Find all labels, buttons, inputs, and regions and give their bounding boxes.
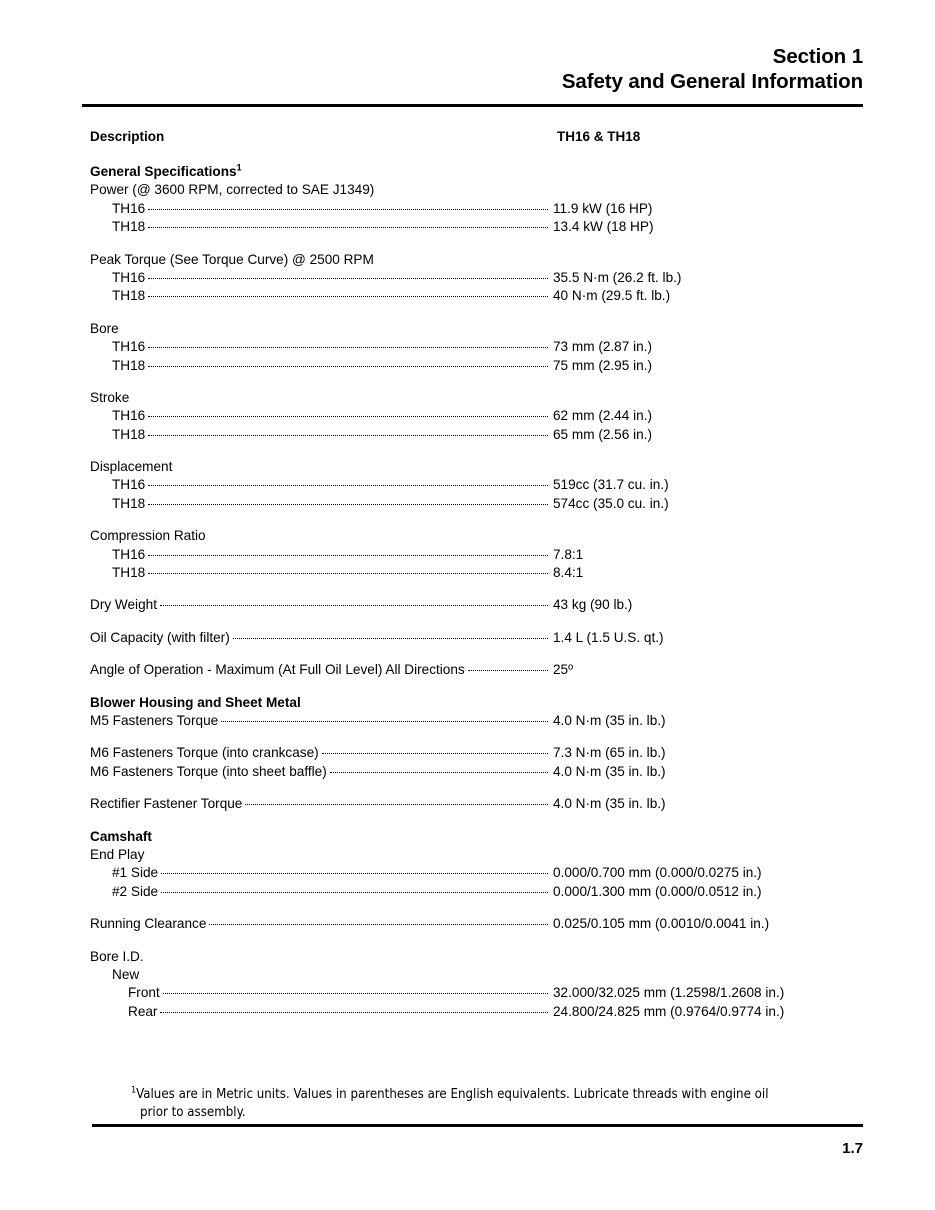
- spec-group-subheading: Compression Ratio: [90, 528, 206, 544]
- spec-row-label: Rectifier Fastener Torque: [90, 796, 243, 812]
- spec-row-label: Running Clearance: [90, 916, 207, 932]
- spec-row: [90, 357, 890, 375]
- spec-group: [90, 661, 890, 679]
- spec-group: [90, 694, 890, 731]
- dot-leader: [161, 864, 548, 877]
- spec-row-value: 0.000/0.700 mm (0.000/0.0275 in.): [553, 865, 762, 881]
- spec-row-label: TH18: [112, 426, 146, 442]
- spec-row: [90, 915, 890, 933]
- spec-row-label: TH18: [112, 495, 146, 511]
- spec-row-label: Oil Capacity (with filter): [90, 629, 230, 645]
- spec-row: [90, 712, 890, 730]
- spec-row-value: 0.000/1.300 mm (0.000/0.0512 in.): [553, 883, 762, 899]
- spec-row-label: TH16: [112, 477, 146, 493]
- spec-row-label: #2 Side: [112, 883, 159, 899]
- dot-leader: [148, 495, 548, 508]
- dot-leader: [221, 712, 548, 725]
- spec-row: [90, 426, 890, 444]
- spec-row-label: M6 Fasteners Torque (into sheet baffle): [90, 763, 327, 779]
- spec-group-subheading-2: New: [112, 966, 140, 982]
- spec-row-label: TH16: [112, 269, 146, 285]
- spec-row-label: TH18: [112, 565, 146, 581]
- spec-row-value: 13.4 kW (18 HP): [553, 219, 654, 235]
- spec-row: [90, 661, 890, 679]
- spec-row: [90, 338, 890, 356]
- spec-row-value: 519cc (31.7 cu. in.): [553, 477, 669, 493]
- spec-group: [90, 527, 890, 582]
- spec-row: [90, 744, 890, 762]
- footnote-line-1: Values are in Metric units. Values in parentheses are English equivalents. Lubricate threads with engine oil: [136, 1087, 769, 1102]
- page-number: 1.7: [842, 1140, 863, 1157]
- spec-row-label: TH18: [112, 219, 146, 235]
- spec-row-label: TH16: [112, 339, 146, 355]
- dot-leader: [322, 744, 548, 757]
- spec-row-value: 62 mm (2.44 in.): [553, 408, 652, 424]
- spec-row-label: M6 Fasteners Torque (into crankcase): [90, 745, 319, 761]
- dot-leader: [330, 763, 548, 776]
- spec-row-value: 7.8:1: [553, 546, 584, 562]
- dot-leader: [148, 218, 548, 231]
- spec-group: [90, 458, 890, 513]
- page-header: [82, 44, 863, 94]
- spec-row: [90, 287, 890, 305]
- footer-rule: [92, 1124, 863, 1127]
- dot-leader: [148, 426, 548, 439]
- dot-leader: [245, 795, 548, 808]
- dot-leader: [148, 564, 548, 577]
- spec-row-value: 40 N·m (29.5 ft. lb.): [553, 288, 671, 304]
- section-title: Safety and General Information: [561, 70, 863, 93]
- spec-row: [90, 596, 890, 614]
- spec-group-heading: Camshaft: [90, 828, 152, 844]
- spec-row-label: Rear: [128, 1003, 158, 1019]
- spec-row: [90, 269, 890, 287]
- spec-group: [90, 629, 890, 647]
- spec-group: [90, 744, 890, 781]
- spec-row-label: TH18: [112, 288, 146, 304]
- spec-row-label: #1 Side: [112, 865, 159, 881]
- spec-row-value: 574cc (35.0 cu. in.): [553, 495, 669, 511]
- footnote: [131, 1086, 861, 1121]
- dot-leader: [148, 287, 548, 300]
- spec-row-label: TH16: [112, 408, 146, 424]
- dot-leader: [468, 661, 548, 674]
- section-label: Section 1: [772, 45, 863, 68]
- dot-leader: [160, 596, 548, 609]
- spec-row: [90, 546, 890, 564]
- spec-row-value: 11.9 kW (16 HP): [553, 200, 653, 216]
- spec-row-label: Angle of Operation - Maximum (At Full Oil Level) All Directions: [90, 662, 465, 678]
- spec-row-value: 4.0 N·m (35 in. lb.): [553, 763, 666, 779]
- dot-leader: [148, 269, 548, 282]
- spec-group-subheading: Power (@ 3600 RPM, corrected to SAE J1349): [90, 182, 375, 198]
- spec-row: [90, 763, 890, 781]
- spec-row-value: 4.0 N·m (35 in. lb.): [553, 712, 666, 728]
- column-header-row: [90, 129, 880, 147]
- spec-row: [90, 200, 890, 218]
- spec-group: [90, 795, 890, 813]
- header-rule: [82, 104, 863, 107]
- spec-row: [90, 564, 890, 582]
- spec-row: [90, 883, 890, 901]
- spec-group: [90, 596, 890, 614]
- dot-leader: [233, 629, 548, 642]
- dot-leader: [163, 984, 548, 997]
- spec-group: [90, 389, 890, 444]
- spec-row-value: 32.000/32.025 mm (1.2598/1.2608 in.): [553, 985, 785, 1001]
- dot-leader: [148, 338, 548, 351]
- spec-row-value: 75 mm (2.95 in.): [553, 357, 652, 373]
- spec-row-value: 73 mm (2.87 in.): [553, 339, 652, 355]
- spec-row-value: 4.0 N·m (35 in. lb.): [553, 796, 666, 812]
- spec-row-label: Front: [128, 985, 160, 1001]
- spec-row: [90, 1003, 890, 1021]
- spec-group: [90, 948, 890, 1022]
- spec-group-subheading: Bore: [90, 320, 119, 336]
- spec-row-value: 43 kg (90 lb.): [553, 597, 633, 613]
- spec-row-value: 7.3 N·m (65 in. lb.): [553, 745, 666, 761]
- spec-group: [90, 163, 890, 237]
- spec-row: [90, 984, 890, 1002]
- dot-leader: [148, 546, 548, 559]
- spec-row-label: M5 Fasteners Torque: [90, 712, 219, 728]
- column-header-description: Description: [90, 129, 165, 144]
- spec-group-heading: General Specifications$^1$: [90, 162, 242, 179]
- column-header-models: TH16 & TH18: [557, 129, 641, 144]
- spec-row-label: TH16: [112, 200, 146, 216]
- spec-group-subheading: Displacement: [90, 459, 173, 475]
- footnote-marker: 1: [131, 1085, 137, 1096]
- dot-leader: [148, 476, 548, 489]
- spec-group: [90, 251, 890, 306]
- spec-row-label: TH18: [112, 357, 146, 373]
- spec-row-value: 25º: [553, 662, 574, 678]
- footnote-line-2: prior to assembly.: [140, 1104, 246, 1120]
- spec-row: [90, 795, 890, 813]
- spec-group: [90, 828, 890, 902]
- heading-footnote-marker: 1: [236, 162, 242, 173]
- specification-list: [90, 163, 890, 1035]
- spec-row: [90, 864, 890, 882]
- spec-group-subheading: Peak Torque (See Torque Curve) @ 2500 RPM: [90, 251, 374, 267]
- spec-row: [90, 476, 890, 494]
- spec-row-value: 35.5 N·m (26.2 ft. lb.): [553, 269, 682, 285]
- spec-row: [90, 495, 890, 513]
- dot-leader: [148, 200, 548, 213]
- dot-leader: [148, 357, 548, 370]
- spec-row-label: Dry Weight: [90, 597, 157, 613]
- spec-group: [90, 915, 890, 933]
- spec-group-subheading: Stroke: [90, 389, 130, 405]
- spec-row: [90, 629, 890, 647]
- spec-row-value: 1.4 L (1.5 U.S. qt.): [553, 629, 664, 645]
- spec-group-subheading: Bore I.D.: [90, 948, 144, 964]
- dot-leader: [148, 407, 548, 420]
- spec-row-label: TH16: [112, 546, 146, 562]
- spec-row: [90, 218, 890, 236]
- spec-row-value: 8.4:1: [553, 565, 584, 581]
- dot-leader: [160, 1003, 548, 1016]
- spec-group: [90, 320, 890, 375]
- spec-row-value: 0.025/0.105 mm (0.0010/0.0041 in.): [553, 916, 770, 932]
- spec-row-value: 24.800/24.825 mm (0.9764/0.9774 in.): [553, 1003, 785, 1019]
- spec-row: [90, 407, 890, 425]
- spec-group-subheading: End Play: [90, 846, 145, 862]
- spec-row-value: 65 mm (2.56 in.): [553, 426, 652, 442]
- dot-leader: [161, 883, 548, 896]
- dot-leader: [209, 915, 548, 928]
- spec-group-heading: Blower Housing and Sheet Metal: [90, 694, 301, 710]
